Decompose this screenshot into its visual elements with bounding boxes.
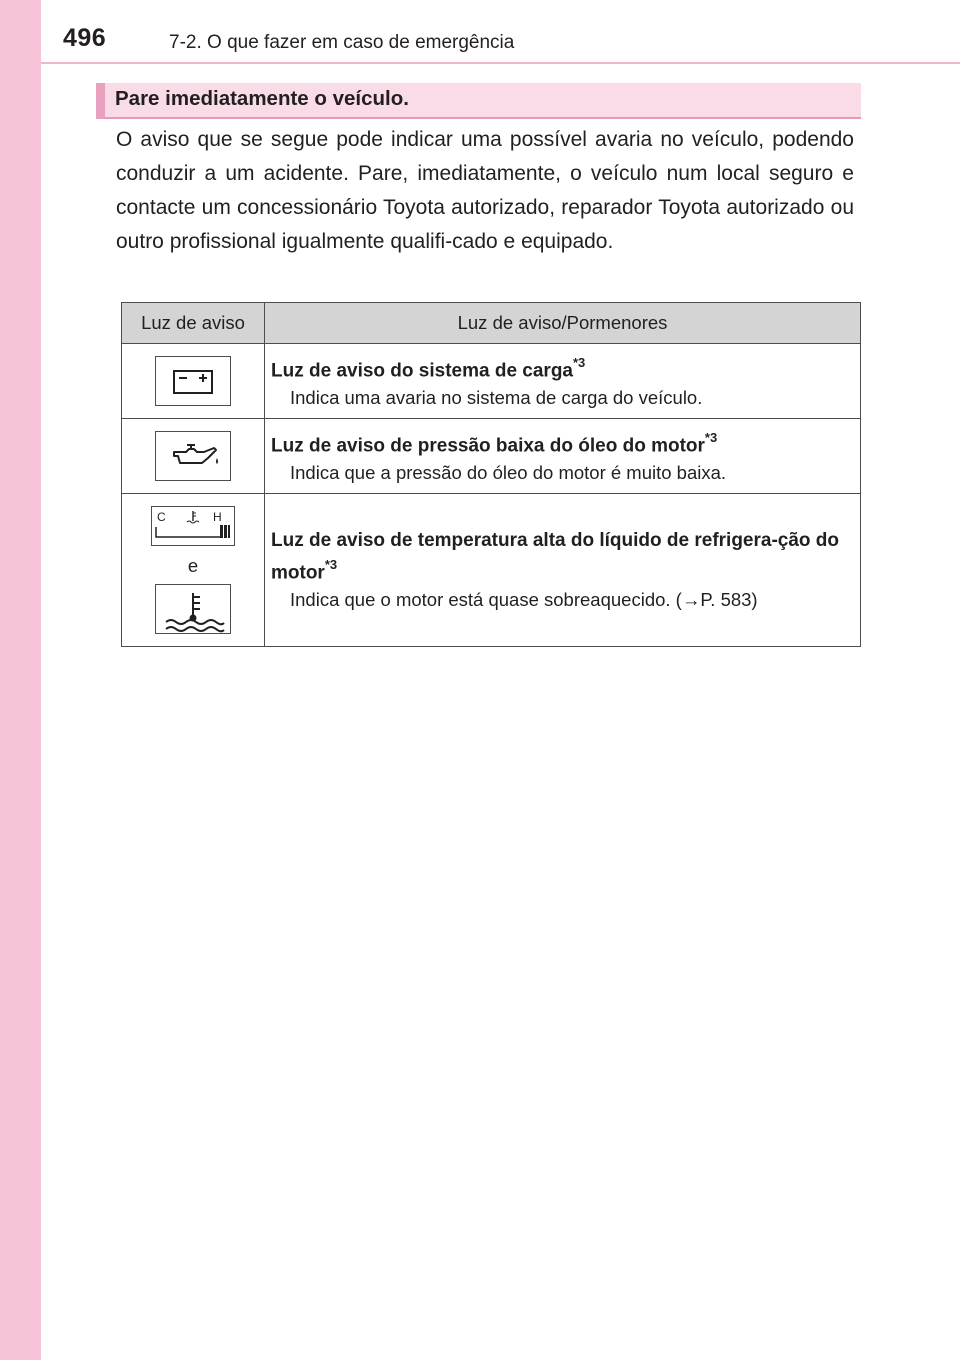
temperature-gauge-icon: [151, 506, 235, 546]
oil-can-icon: [155, 431, 231, 481]
section-heading-accent: [96, 83, 105, 119]
page-side-band: [0, 0, 41, 1360]
description-cell: [265, 344, 861, 419]
header-details: Luz de aviso/Pormenores: [265, 303, 861, 344]
table-row: [122, 494, 861, 647]
table-row: [122, 419, 861, 494]
section-heading: [96, 83, 861, 119]
warning-detail: Indica que o motor está quase sobreaquecido. (→P. 583): [290, 588, 758, 610]
header-warning-light: Luz de aviso: [122, 303, 265, 344]
warning-title: Luz de aviso de temperatura alta do líquido de refrigera-ção do motor$^{*3}$: [271, 530, 840, 584]
warning-detail: Indica uma avaria no sistema de carga do veículo.: [290, 386, 703, 408]
warning-title: Luz de aviso do sistema de carga$^{*3}$: [271, 355, 586, 382]
battery-icon: [155, 356, 231, 406]
header-rule: [41, 62, 960, 64]
icon-cell: [122, 419, 265, 494]
section-title: Pare imediatamente o veículo.: [115, 87, 409, 110]
and-connector: e: [187, 555, 199, 576]
description-cell: [265, 494, 861, 647]
table-header-row: [122, 303, 861, 344]
warning-lights-table: [121, 302, 861, 647]
footnote-ref: *3: [573, 355, 586, 371]
coolant-temperature-icon: [155, 584, 231, 634]
footnote-ref: *3: [324, 557, 338, 573]
chapter-title: 7-2. O que fazer em caso de emergência: [169, 32, 515, 53]
icon-cell: [122, 494, 265, 647]
warning-title: Luz de aviso de pressão baixa do óleo do motor$^{*3}$: [271, 430, 718, 457]
gauge-hot-label: H: [213, 510, 222, 524]
gauge-cold-label: C: [157, 510, 166, 524]
footnote-ref: *3: [704, 430, 718, 446]
icon-cell: [122, 344, 265, 419]
description-cell: [265, 419, 861, 494]
table-row: [122, 344, 861, 419]
page-number: 496: [63, 24, 107, 52]
intro-paragraph: O aviso que se segue pode indicar uma possível avaria no veículo, podendo conduzir a um acidente. Pare, imediatamente, o veículo num local seguro e contacte um concessionário Toyota autorizado, reparador Toyota autorizado ou outro profissional igualmente qualifi-cado e equipado.: [116, 128, 854, 253]
warning-detail: Indica que a pressão do óleo do motor é muito baixa.: [290, 461, 727, 483]
